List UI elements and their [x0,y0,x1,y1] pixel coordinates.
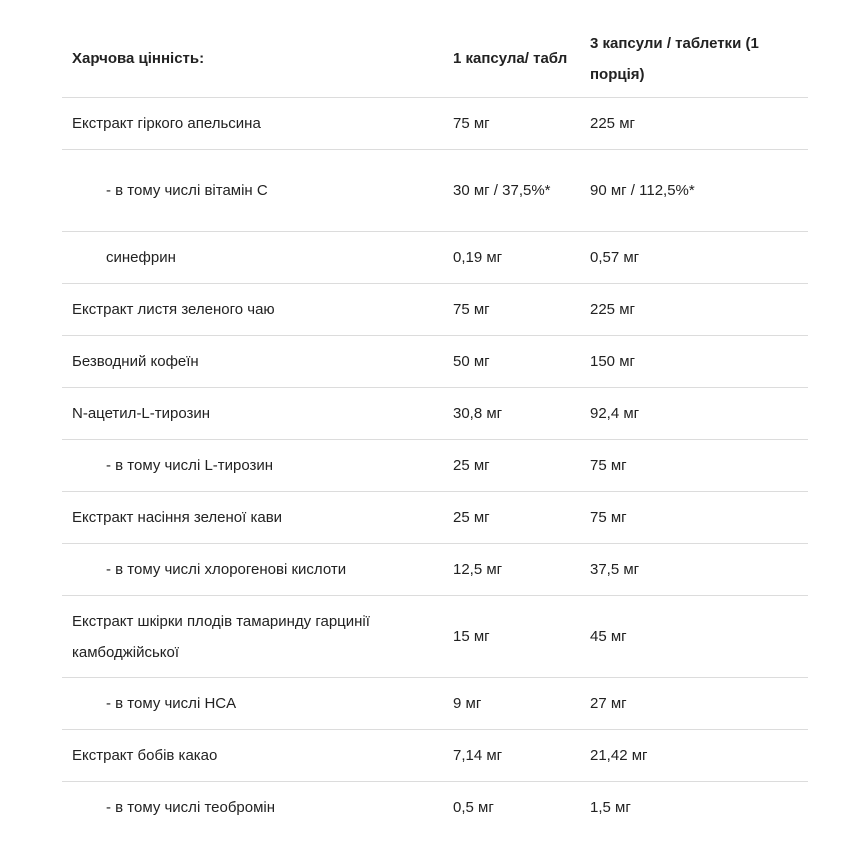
table-row [62,98,808,150]
amount-per-serving: 1,5 мг [590,799,631,816]
amount-per-serving: 27 мг [580,678,808,730]
table-row [62,782,808,834]
amount-per-serving: 90 мг / 112,5%* [580,150,808,232]
ingredient-name: Екстракт бобів какао [62,730,443,782]
amount-per-capsule: 30 мг / 37,5%* [443,150,580,232]
ingredient-name: - в тому числі L-тирозин [62,440,443,492]
amount-per-serving: 45 мг [580,596,808,678]
ingredient-name: Екстракт гіркого апельсина [62,98,443,150]
header-nutrition-value: Харчова цінність: [62,20,443,98]
ingredient-name: Екстракт насіння зеленої кави [62,492,443,544]
amount-per-capsule: 9 мг [443,678,580,730]
ingredient-name: Екстракт шкірки плодів тамаринду гарцинії камбоджійської [62,596,443,678]
amount-per-serving: 75 мг [580,492,808,544]
table-row [62,678,808,730]
amount-per-capsule: 25 мг [443,440,580,492]
amount-per-serving: 0,57 мг [580,232,808,284]
table-row [62,284,808,336]
amount-per-capsule: 30,8 мг [443,388,580,440]
ingredient-name: - в тому числі теобромін [106,799,276,816]
ingredient-name: N-ацетил-L-тирозин [62,388,443,440]
table-header-row [62,20,808,98]
amount-per-capsule: 15 мг [443,596,580,678]
amount-per-serving: 150 мг [580,336,808,388]
amount-per-serving: 75 мг [580,440,808,492]
table-row [62,150,808,232]
ingredient-name: - в тому числі HCA [62,678,443,730]
table-row [62,440,808,492]
amount-per-serving: 37,5 мг [580,544,808,596]
table-row [62,232,808,284]
amount-per-serving: 92,4 мг [580,388,808,440]
table-row [62,336,808,388]
ingredient-name: - в тому числі хлорогенові кислоти [62,544,443,596]
amount-per-capsule: 50 мг [443,336,580,388]
amount-per-capsule: 0,5 мг [453,799,494,816]
nutrition-table [62,20,808,833]
table-row [62,544,808,596]
ingredient-name: - в тому числі вітамін С [62,150,443,232]
amount-per-capsule: 75 мг [443,284,580,336]
header-per-serving: 3 капсули / таблетки (1 порція) [580,20,808,98]
table-row [62,492,808,544]
amount-per-serving: 225 мг [580,284,808,336]
table-row [62,596,808,678]
header-per-capsule: 1 капсула/ табл [443,20,580,98]
amount-per-serving: 225 мг [580,98,808,150]
ingredient-name: синефрин [62,232,443,284]
nutrition-table-container [62,20,808,833]
table-row [62,388,808,440]
amount-per-capsule: 25 мг [443,492,580,544]
amount-per-capsule: 7,14 мг [443,730,580,782]
table-row [62,730,808,782]
amount-per-capsule: 12,5 мг [443,544,580,596]
ingredient-name: Екстракт листя зеленого чаю [62,284,443,336]
amount-per-capsule: 0,19 мг [443,232,580,284]
ingredient-name: Безводний кофеїн [62,336,443,388]
amount-per-capsule: 75 мг [443,98,580,150]
amount-per-serving: 21,42 мг [580,730,808,782]
